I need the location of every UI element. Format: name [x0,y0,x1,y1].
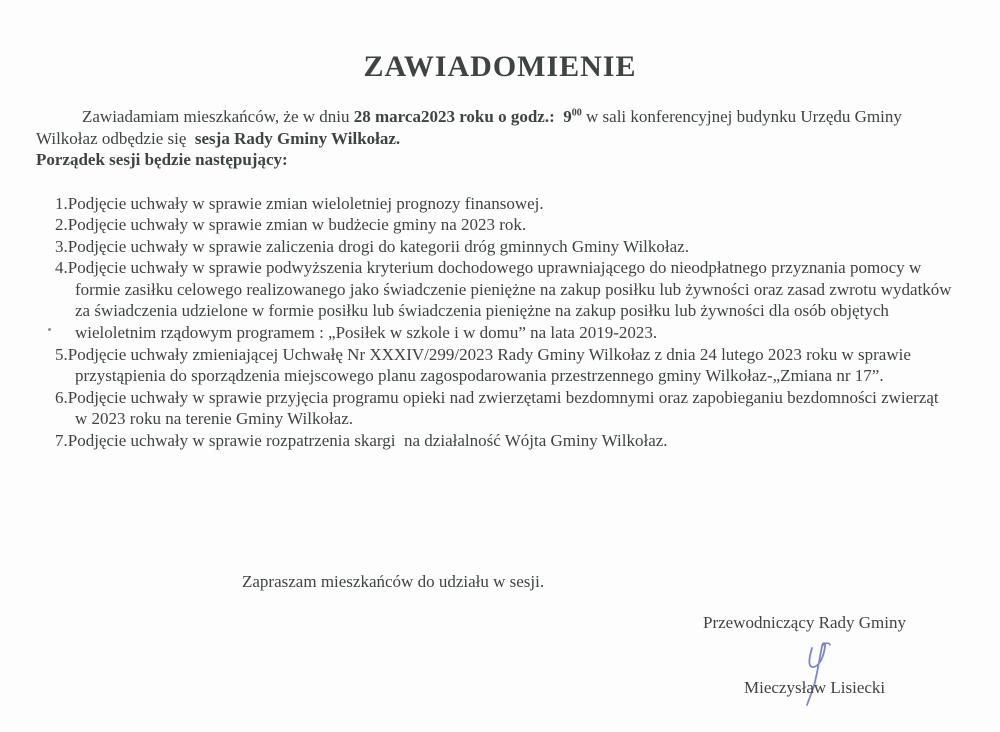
agenda-item-text: Podjęcie uchwały w sprawie przyjęcia programu opieki nad zwierzętami bezdomnymi oraz zapobieganiu bezdomności zwierząt [67,387,939,407]
agenda-list [55,193,964,452]
agenda-item [55,236,964,258]
agenda-item-line [55,236,964,258]
agenda-item-number: 1. [55,193,68,213]
agenda-item-text: Podjęcie uchwały w sprawie rozpatrzenia skargi na działalność Wójta Gminy Wilkołaz. [67,431,668,451]
agenda-item-line [55,344,964,366]
agenda-item [55,214,964,236]
agenda-item [55,193,964,215]
signatory-role: Przewodniczący Rady Gminy [703,613,906,632]
intro-paragraph [36,106,964,171]
intro-text: w sali konferencyjnej budynku Urzędu Gminy [581,107,902,126]
session-time-superscript: 00 [571,107,582,119]
closing-invitation: Zapraszam mieszkańców do udziału w sesji. [242,572,545,591]
agenda-item-number: 4. [55,258,68,278]
agenda-item-text: przystąpienia do sporządzenia miejscowego planu zagospodarowania przestrzennego gminy Wilkołaz-„Zmiana nr 17”. [75,366,884,386]
agenda-item [55,257,964,343]
agenda-item-line [55,387,964,409]
agenda-item-number: 2. [55,215,68,235]
agenda-item-text: za świadczenia udzielone w formie posiłku lub świadczenia pieniężne na zakup posiłku lub żywności dla osób objętych [75,301,889,321]
agenda-item-text: Podjęcie uchwały w sprawie podwyższenia kryterium dochodowego uprawniającego do nieodpłatnego przyznania pomocy w [67,258,922,278]
scan-artifact-dot [48,328,51,331]
agenda-item-number: 3. [55,236,68,256]
agenda-item-text: wieloletnim rządowym programem : „Posiłek w szkole i w domu” na lata 2019-2023. [75,323,658,343]
agenda-item [55,344,964,387]
agenda-item-number: 6. [55,387,68,407]
agenda-item-text: Podjęcie uchwały w sprawie zaliczenia drogi do kategorii dróg gminnych Gminy Wilkołaz. [67,236,689,256]
agenda-item-text: Podjęcie uchwały zmieniającej Uchwałę Nr XXXIV/299/2023 Rady Gminy Wilkołaz z dnia 24 lutego 2023 roku w sprawie [67,344,911,364]
scanned-notice-page [0,50,1000,732]
agenda-item-text: Podjęcie uchwały w sprawie zmian wieloletniej prognozy finansowej. [67,193,544,213]
agenda-item-text: w 2023 roku na terenie Gminy Wilkołaz. [75,409,354,429]
agenda-item-text: Podjęcie uchwały w sprawie zmian w budżecie gminy na 2023 rok. [67,215,527,235]
agenda-item-line [55,430,964,452]
document-title: ZAWIADOMIENIE [363,50,637,83]
agenda-item-line [55,214,964,236]
intro-text: Wilkołaz odbędzie się [36,128,195,148]
agenda-item-number: 5. [55,344,68,364]
session-date: 28 marca2023 roku o godz.: [353,107,555,126]
agenda-item-number: 7. [55,431,68,451]
agenda-item [55,387,964,430]
session-name: sesja Rady Gminy Wilkołaz. [194,128,401,148]
agenda-item-text: formie zasiłku celowego realizowanego jako świadczenie pieniężne na zakup posiłku lub żywności oraz zasad zwrotu wydatków [75,279,952,299]
agenda-item [55,430,964,452]
intro-line-2 [36,128,964,150]
intro-text: Zawiadamiam mieszkańców, że w dniu [82,107,354,126]
signatory-name: Mieczysław Lisiecki [744,678,886,697]
agenda-item-line [55,193,964,215]
agenda-item-line [55,257,964,279]
agenda-heading: Porządek sesji będzie następujący: [36,150,288,169]
session-time: 9 [554,107,572,126]
intro-line-1 [36,106,964,128]
